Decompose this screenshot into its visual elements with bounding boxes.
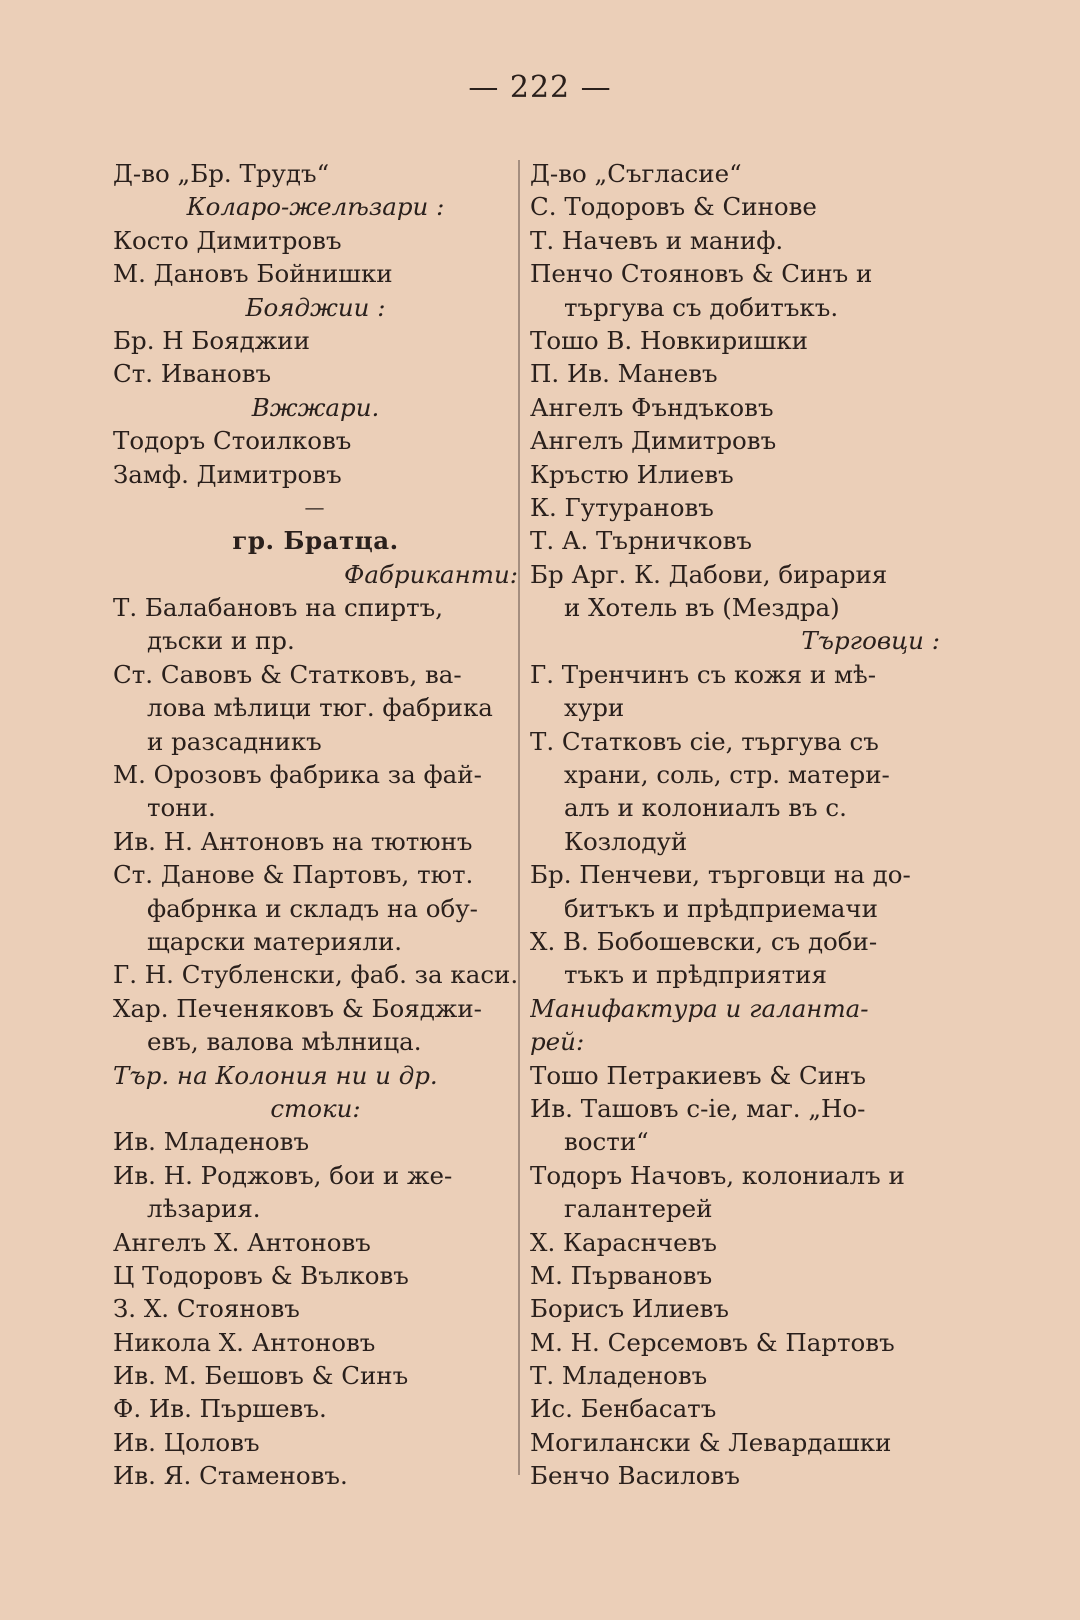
- section-heading-continuation: стоки:: [270, 1093, 361, 1123]
- section-heading: Вжжари.: [251, 392, 380, 422]
- section-heading: Бояджии :: [245, 292, 386, 322]
- entry-line: Бр. Н Бояджии: [113, 325, 310, 355]
- entry-line: Кръстю Илиевъ: [530, 459, 734, 489]
- entry-continuation: галантерей: [564, 1194, 713, 1224]
- entry-line: С. Тодоровъ & Синове: [530, 192, 817, 222]
- entry-line: Ангелъ Димитровъ: [530, 426, 777, 456]
- section-heading: Коларо-желѣзари :: [186, 192, 445, 222]
- society-heading: Д-во „Съгласие“: [530, 159, 742, 188]
- entry-continuation: лова мѣлици тюг. фабрика: [147, 693, 493, 723]
- entry-line: Бр. Пенчеви, търговци на до-: [530, 860, 911, 890]
- entry-line: Ангелъ Х. Антоновъ: [113, 1227, 371, 1257]
- entry-continuation: тони.: [147, 793, 216, 823]
- entry-line: Ив. Цоловъ: [113, 1427, 260, 1457]
- left-column: [113, 157, 518, 1493]
- column-divider: [518, 160, 520, 1475]
- entry-line: Х. В. Бобошевски, съ доби-: [530, 926, 878, 956]
- entry-line: Ив. Ташовъ с-іе, маг. „Но-: [530, 1093, 866, 1123]
- separator-dash: —: [304, 494, 327, 519]
- entry-line: Т. Статковъ сіе, търгува съ: [530, 726, 879, 756]
- entry-continuation: дъски и пр.: [147, 626, 295, 656]
- entry-line: Тодоръ Начовъ, колониалъ и: [530, 1160, 905, 1190]
- entry-line: Ив. Н. Антоновъ на тютюнъ: [113, 826, 473, 856]
- entry-continuation: битъкъ и прѣдприемачи: [564, 893, 878, 923]
- town-heading: гр. Братца.: [232, 526, 399, 556]
- entry-line: Борисъ Илиевъ: [530, 1294, 730, 1324]
- section-heading-continuation: рей:: [530, 1027, 585, 1057]
- entry-line: Т. Начевъ и маниф.: [530, 225, 784, 255]
- entry-continuation: и разсадникъ: [147, 726, 322, 756]
- entry-line: Ив. Младеновъ: [113, 1127, 310, 1157]
- entry-continuation: щарски материяли.: [147, 926, 403, 956]
- entry-line: К. Гутурановъ: [530, 492, 714, 522]
- entry-continuation: евъ, валова мѣлница.: [147, 1027, 422, 1057]
- entry-line: Ив. М. Бешовъ & Синъ: [113, 1361, 409, 1391]
- section-heading: Тър. на Колония ни и др.: [113, 1060, 438, 1090]
- entry-continuation: тъкъ и прѣдприятия: [564, 960, 827, 990]
- entry-line: Никола Х. Антоновъ: [113, 1327, 376, 1357]
- entry-line: Т. Балабановъ на спиртъ,: [113, 593, 444, 623]
- entry-line: Тодоръ Стоилковъ: [113, 426, 352, 456]
- entry-line: Бенчо Василовъ: [530, 1461, 740, 1491]
- section-heading: Манифактура и галанта-: [530, 993, 869, 1023]
- entry-continuation: и Хотель въ (Мездра): [564, 593, 840, 623]
- entry-continuation: фабрнка и складъ на обу-: [147, 893, 478, 923]
- entry-line: М. Н. Серсемовъ & Партовъ: [530, 1327, 895, 1357]
- entry-continuation: лѣзария.: [147, 1194, 261, 1224]
- section-heading: Търговци :: [801, 626, 940, 656]
- entry-line: М. Дановъ Бойнишки: [113, 259, 393, 289]
- page-number: — 222 —: [468, 70, 612, 105]
- entry-line: Ст. Савовъ & Статковъ, ва-: [113, 659, 462, 689]
- entry-continuation: хури: [564, 693, 625, 723]
- entry-line: Т. Младеновъ: [530, 1361, 708, 1391]
- entry-line: М. Първановъ: [530, 1260, 713, 1290]
- entry-line: Ст. Ивановъ: [113, 359, 272, 389]
- entry-line: Ив. Я. Стаменовъ.: [113, 1461, 348, 1491]
- entry-line: Ст. Данове & Партовъ, тют.: [113, 860, 474, 890]
- entry-continuation: Козлодуй: [564, 826, 688, 856]
- entry-line: Тошо В. Новкиришки: [530, 325, 808, 355]
- entry-continuation: храни, соль, стр. матери-: [564, 760, 890, 790]
- entry-line: Замф. Димитровъ: [113, 459, 342, 489]
- entry-line: З. Х. Стояновъ: [113, 1294, 300, 1324]
- entry-line: Т. А. Търничковъ: [530, 526, 752, 556]
- society-heading: Д-во „Бр. Трудъ“: [113, 159, 330, 188]
- entry-line: П. Ив. Маневъ: [530, 359, 718, 389]
- entry-continuation: алъ и колониалъ въ с.: [564, 793, 847, 823]
- entry-line: Ц Тодоровъ & Вълковъ: [113, 1260, 409, 1290]
- entry-line: Хар. Печеняковъ & Бояджи-: [113, 993, 482, 1023]
- entry-line: Косто Димитровъ: [113, 225, 342, 255]
- entry-line: Г. Н. Стубленски, фаб. за каси.: [113, 960, 518, 990]
- entry-line: Ф. Ив. Пършевъ.: [113, 1394, 327, 1424]
- entry-line: М. Орозовъ фабрика за фай-: [113, 760, 482, 790]
- entry-line: Ангелъ Фъндъковъ: [530, 392, 774, 422]
- right-column: [530, 157, 940, 1493]
- section-heading: Фабриканти:: [343, 559, 518, 589]
- entry-line: Г. Тренчинъ съ кожя и мѣ-: [530, 659, 877, 689]
- entry-line: Могилански & Левардашки: [530, 1427, 892, 1457]
- entry-line: Бр Арг. К. Дабови, бирария: [530, 559, 888, 589]
- entry-line: Ив. Н. Роджовъ, бои и же-: [113, 1160, 453, 1190]
- entry-line: Пенчо Стояновъ & Синъ и: [530, 259, 873, 289]
- entry-line: Тошо Петракиевъ & Синъ: [530, 1060, 867, 1090]
- entry-line: Ис. Бенбасатъ: [530, 1394, 717, 1424]
- entry-line: Х. Караснчевъ: [530, 1227, 718, 1257]
- entry-continuation: вости“: [564, 1127, 649, 1157]
- entry-continuation: търгува съ добитъкъ.: [564, 292, 839, 322]
